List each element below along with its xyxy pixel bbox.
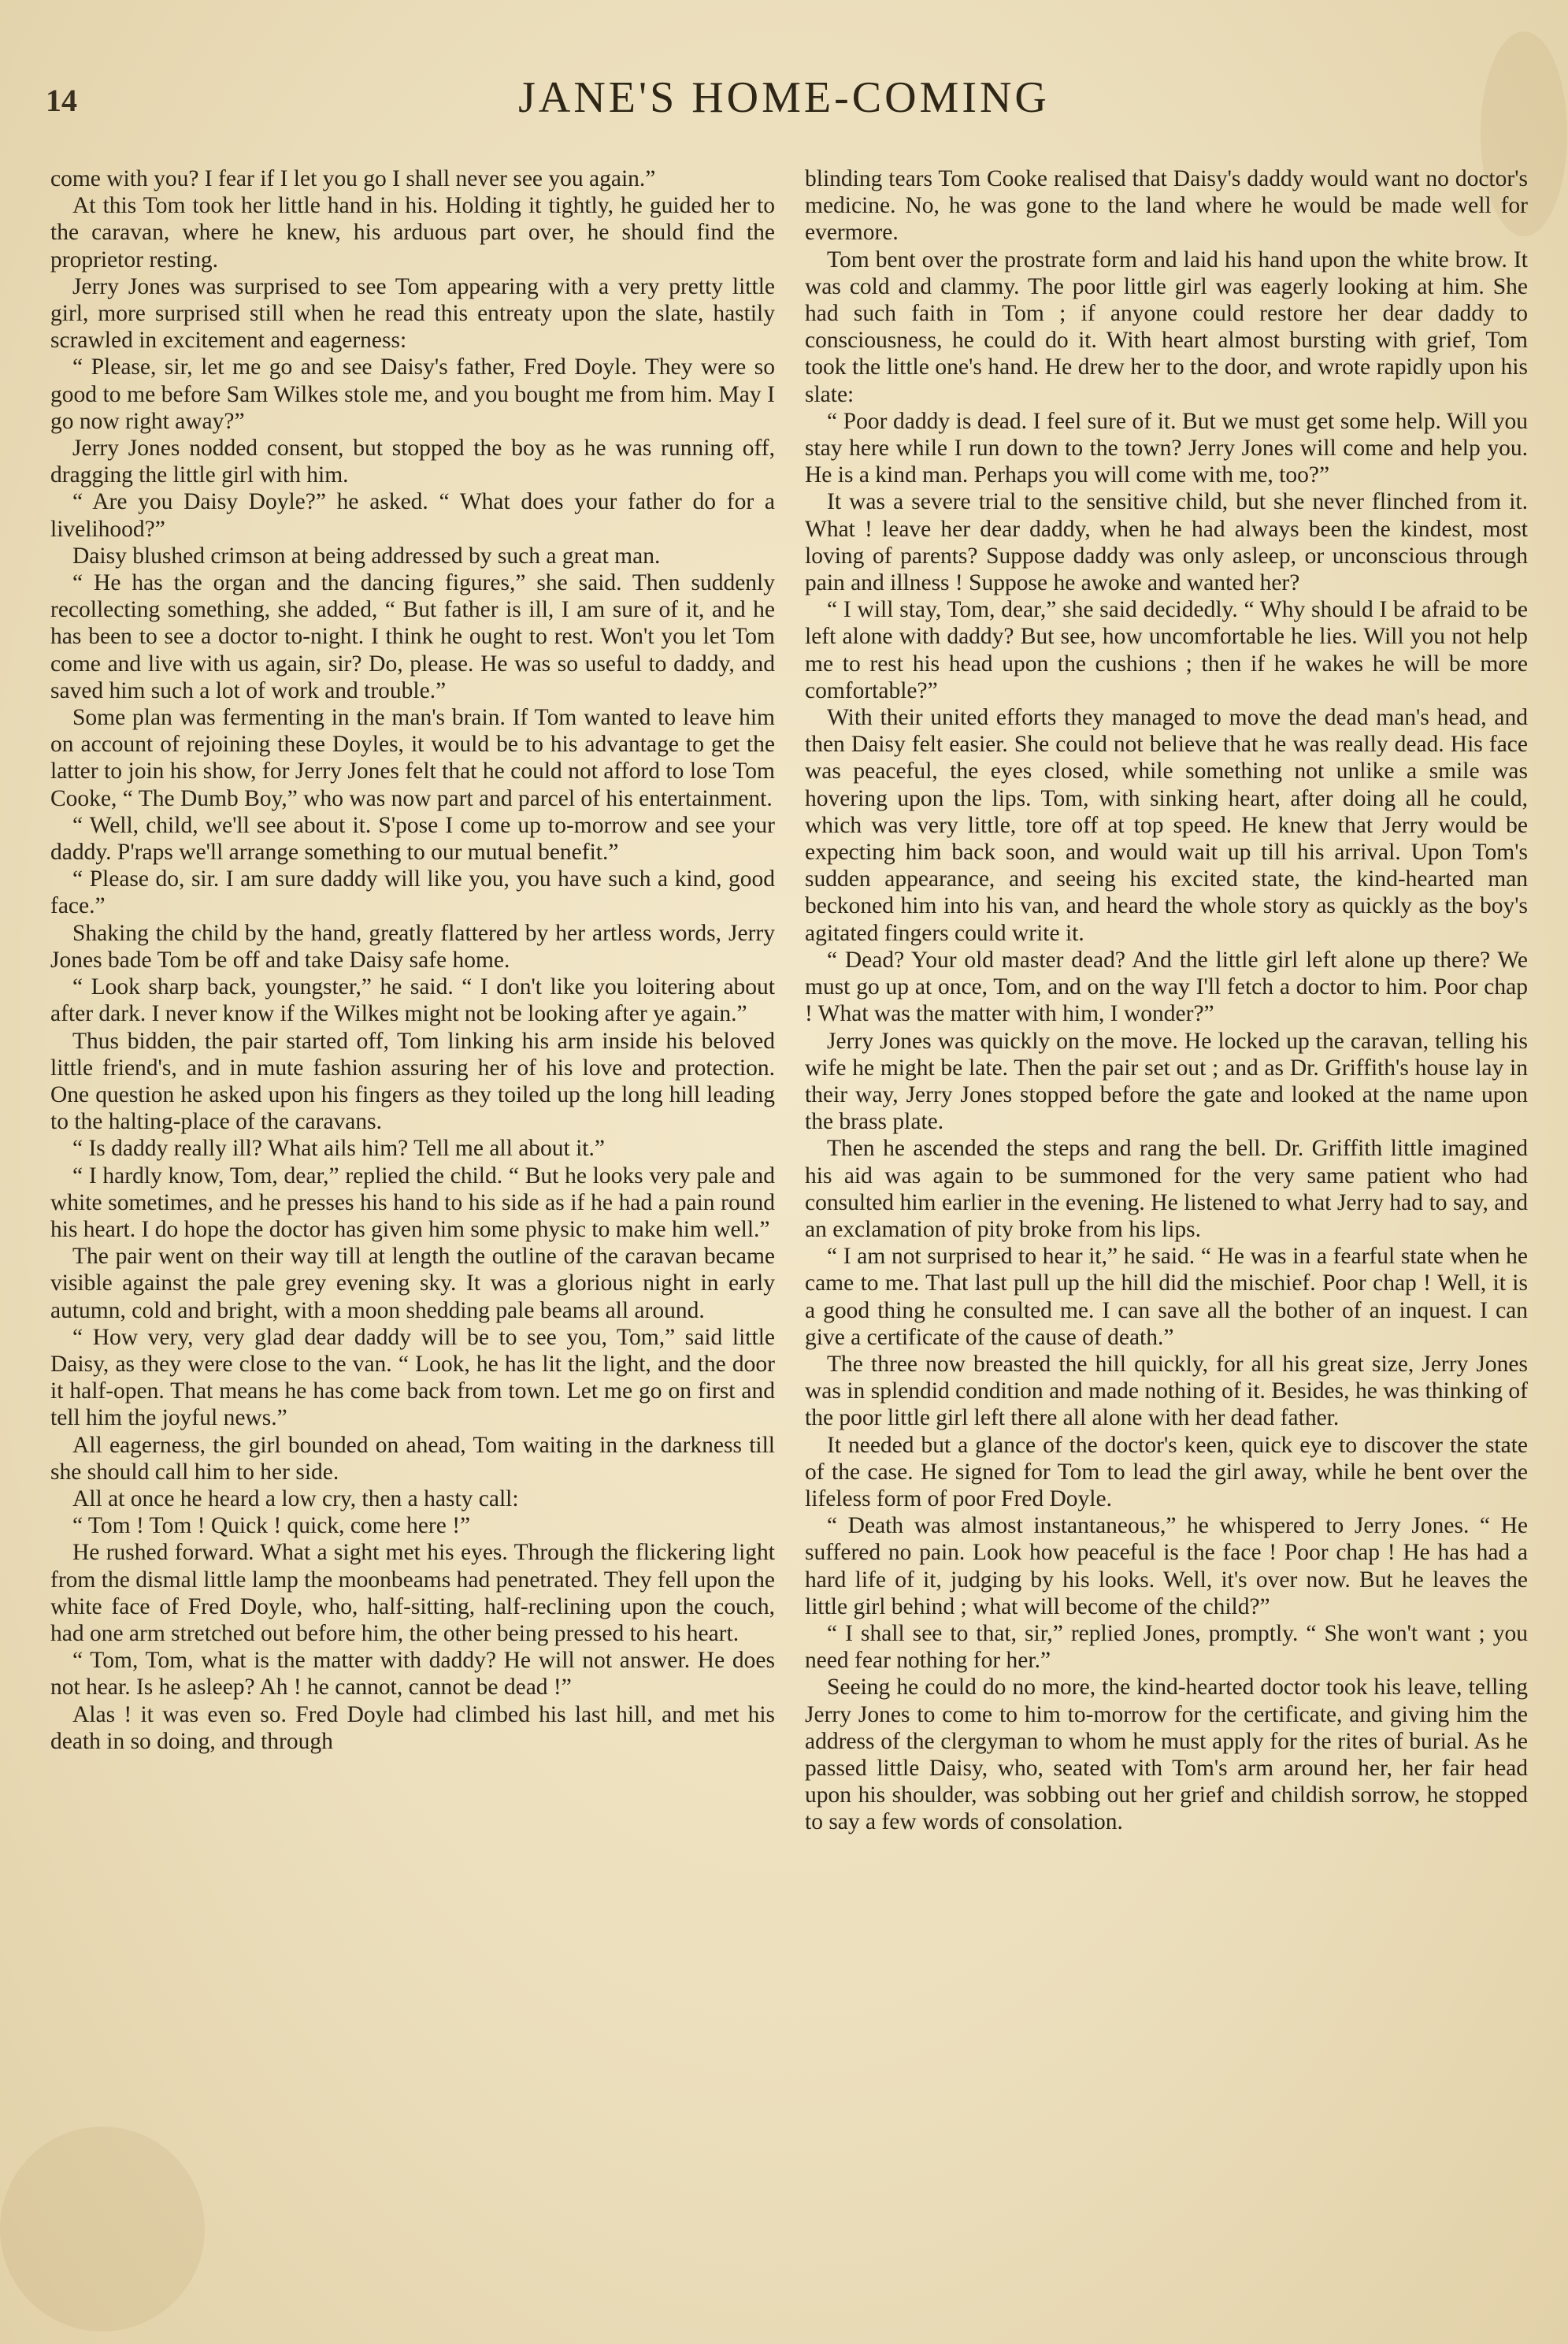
paragraph: come with you? I fear if I let you go I shall never see you again.” [50,166,656,191]
paragraph: He rushed forward. What a sight met his eyes. Through the flickering light from the dismal little lamp the moonbeams had penetrated. They fell upon the white face of Fred Doyle, who, half-sitting, half-reclining upon the couch, had one arm stretched out before him, the other being pressed to his heart. [50,1540,775,1646]
paragraph: “ I hardly know, Tom, dear,” replied the child. “ But he looks very pale and white sometimes, and he presses his hand to his side as if he had a pain round his heart. I do hope the doctor has given him some physic to make him well.” [50,1163,775,1242]
paragraph: “ Tom, Tom, what is the matter with daddy? He will not answer. He does not hear. Is he asleep? Ah ! he cannot, cannot be dead !” [50,1648,775,1701]
paragraph: “ Please, sir, let me go and see Daisy's father, Fred Doyle. They were so good to me before Sam Wilkes stole me, and you bought me from him. May I go now right away?” [50,354,775,434]
paragraph: “ Death was almost instantaneous,” he whispered to Jerry Jones. “ He suffered no pain. Look how peaceful is the face ! Poor chap ! He has had a hard life of it, judging by his looks. Well, it's over now. But he leaves the little girl behind ; what will become of the child?” [805,1513,1528,1619]
paragraph: Thus bidden, the pair started off, Tom linking his arm inside his beloved little friend's, and in mute fashion assuring her of his love and protection. One question he asked upon his fingers as they toiled up the long hill leading to the halting-place of the caravans. [50,1028,775,1135]
paragraph: blinding tears Tom Cooke realised that Daisy's daddy would want no doctor's medicine. No, he was gone to the land where he would be made well for evermore. [805,166,1528,246]
paragraph: Tom bent over the prostrate form and laid his hand upon the white brow. It was cold and clammy. The poor little girl was eagerly looking at him. She had such faith in Tom ; if anyone could restore her dear daddy to consciousness, he could do it. With heart almost bursting with grief, Tom took the little one's hand. He drew her to the door, and wrote rapidly upon his slate: [805,247,1528,407]
paragraph: It was a severe trial to the sensitive child, but she never flinched from it. What ! leave her dear daddy, when he had always been the kindest, most loving of parents? Suppose daddy was only asleep, or unconscious through pain and illness ! Suppose he awoke and wanted her? [805,489,1528,596]
paragraph: With their united efforts they managed to move the dead man's head, and then Daisy felt easier. She could not believe that he was really dead. His face was peaceful, the eyes closed, while something not unlike a smile was hovering upon the lips. Tom, with sinking heart, after doing all he could, which was very little, tore off at top speed. He knew that Jerry would be expecting him back soon, and would wait up till his arrival. Upon Tom's sudden appearance, and seeing his excited state, the kind-hearted man beckoned him into his van, and heard the whole story as quickly as the boy's agitated fingers could write it. [805,705,1528,946]
paragraph: “ I shall see to that, sir,” replied Jones, promptly. “ She won't want ; you need fear nothing for her.” [805,1620,1528,1674]
running-title: JANE'S HOME-COMING [518,73,1050,122]
paragraph: Jerry Jones nodded consent, but stopped the boy as he was running off, dragging the little girl with him. [50,436,775,488]
paragraph: All at once he heard a low cry, then a hasty call: [72,1485,519,1511]
paragraph: “ Is daddy really ill? What ails him? Tell me all about it.” [72,1136,605,1162]
paragraph: Daisy blushed crimson at being addressed by such a great man. [72,543,661,569]
paragraph: “ Poor daddy is dead. I feel sure of it. But we must get some help. Will you stay here while I run down to the town? Jerry Jones will come and help you. He is a kind man. Perhaps you will come with me, too?” [805,408,1528,488]
paragraph: “ Tom ! Tom ! Quick ! quick, come here !” [72,1513,471,1539]
page-number: 14 [46,83,77,118]
paragraph: “ Well, child, we'll see about it. S'pose I come up to-morrow and see your daddy. P'raps we'll arrange something to our mutual benefit.” [50,812,775,866]
left-column [50,165,775,2292]
paragraph: Seeing he could do no more, the kind-hearted doctor took his leave, telling Jerry Jones to come to him to-morrow for the certificate, and giving him the address of the clergyman to whom he must apply for the rites of burial. As he passed little Daisy, who, seated with Tom's arm around her, her fair head upon his shoulder, was sobbing out her grief and childish sorrow, he stopped to say a few words of consolation. [805,1675,1528,1835]
paragraph: The pair went on their way till at length the outline of the caravan became visible against the pale grey evening sky. It was a glorious night in early autumn, cold and bright, with a moon shedding pale beams all around. [50,1244,775,1323]
paragraph: “ He has the organ and the dancing figures,” she said. Then suddenly recollecting something, she added, “ But father is ill, I am sure of it, and he has been to see a doctor to-night. I think he ought to rest. Won't you let Tom come and live with us again, sir? Do, please. He was so useful to daddy, and saved him such a lot of work and trouble.” [50,570,775,703]
paragraph: Alas ! it was even so. Fred Doyle had climbed his last hill, and met his death in so doing, and through [50,1701,775,1754]
paragraph: “ Dead? Your old master dead? And the little girl left alone up there? We must go up at once, Tom, and on the way I'll fetch a doctor to him. Poor chap ! What was the matter with him, I wonder?” [805,947,1528,1027]
paragraph: It needed but a glance of the doctor's keen, quick eye to discover the state of the case. He signed for Tom to lead the girl away, while he bent over the lifeless form of poor Fred Doyle. [805,1432,1528,1511]
paragraph: Shaking the child by the hand, greatly flattered by her artless words, Jerry Jones bade Tom be off and take Daisy safe home. [50,920,775,973]
paragraph: “ I will stay, Tom, dear,” she said decidedly. “ Why should I be afraid to be left alone with daddy? But see, how uncomfortable he lies. Will you not help me to rest his head upon the cushions ; then if he wakes he will be more comfortable?” [805,597,1528,703]
paragraph: “ Are you Daisy Doyle?” he asked. “ What does your father do for a livelihood?” [50,489,775,542]
paragraph: “ How very, very glad dear daddy will be to see you, Tom,” said little Daisy, as they were close to the van. “ Look, he has lit the light, and the door it half-open. That means he has come back from town. Let me go on first and tell him the joyful news.” [50,1324,775,1431]
paragraph: Jerry Jones was surprised to see Tom appearing with a very pretty little girl, more surprised still when he read this entreaty upon the slate, hastily scrawled in excitement and eagerness: [50,273,775,354]
paragraph: Jerry Jones was quickly on the move. He locked up the caravan, telling his wife he might be late. Then the pair set out ; and as Dr. Griffith's house lay in their way, Jerry Jones stopped before the gate and looked at the name upon the brass plate. [805,1028,1528,1135]
paragraph: “ Please do, sir. I am sure daddy will like you, you have such a kind, good face.” [50,866,775,919]
paragraph: All eagerness, the girl bounded on ahead, Tom waiting in the darkness till she should call him to her side. [50,1432,775,1485]
paragraph: “ I am not surprised to hear it,” he said. “ He was in a fearful state when he came to me. That last pull up the hill did the mischief. Poor chap ! Well, it is a good thing he consulted me. I can save all the bother of an inquest. I can give a certificate of the cause of death.” [805,1244,1528,1350]
paragraph: Then he ascended the steps and rang the bell. Dr. Griffith little imagined his aid was again to be summoned for the very same patient who had consulted him earlier in the evening. He listened to what Jerry had to say, and an exclamation of pity broke from his lips. [805,1136,1528,1242]
paragraph: “ Look sharp back, youngster,” he said. “ I don't like you loitering about after dark. I never know if the Wilkes might not be looking after ye again.” [50,974,775,1027]
right-column [805,165,1528,2292]
paragraph: The three now breasted the hill quickly, for all his great size, Jerry Jones was in splendid condition and made nothing of it. Besides, he was thinking of the poor little girl left there all alone with her dead father. [805,1351,1528,1431]
paragraph: At this Tom took her little hand in his. Holding it tightly, he guided her to the caravan, where he knew, his arduous part over, he should find the proprietor resting. [50,193,775,273]
paragraph: Some plan was fermenting in the man's brain. If Tom wanted to leave him on account of rejoining these Doyles, it would be to his advantage to get the latter to join his show, for Jerry Jones felt that he could not afford to lose Tom Cooke, “ The Dumb Boy,” who was now part and parcel of his entertainment. [50,705,775,811]
